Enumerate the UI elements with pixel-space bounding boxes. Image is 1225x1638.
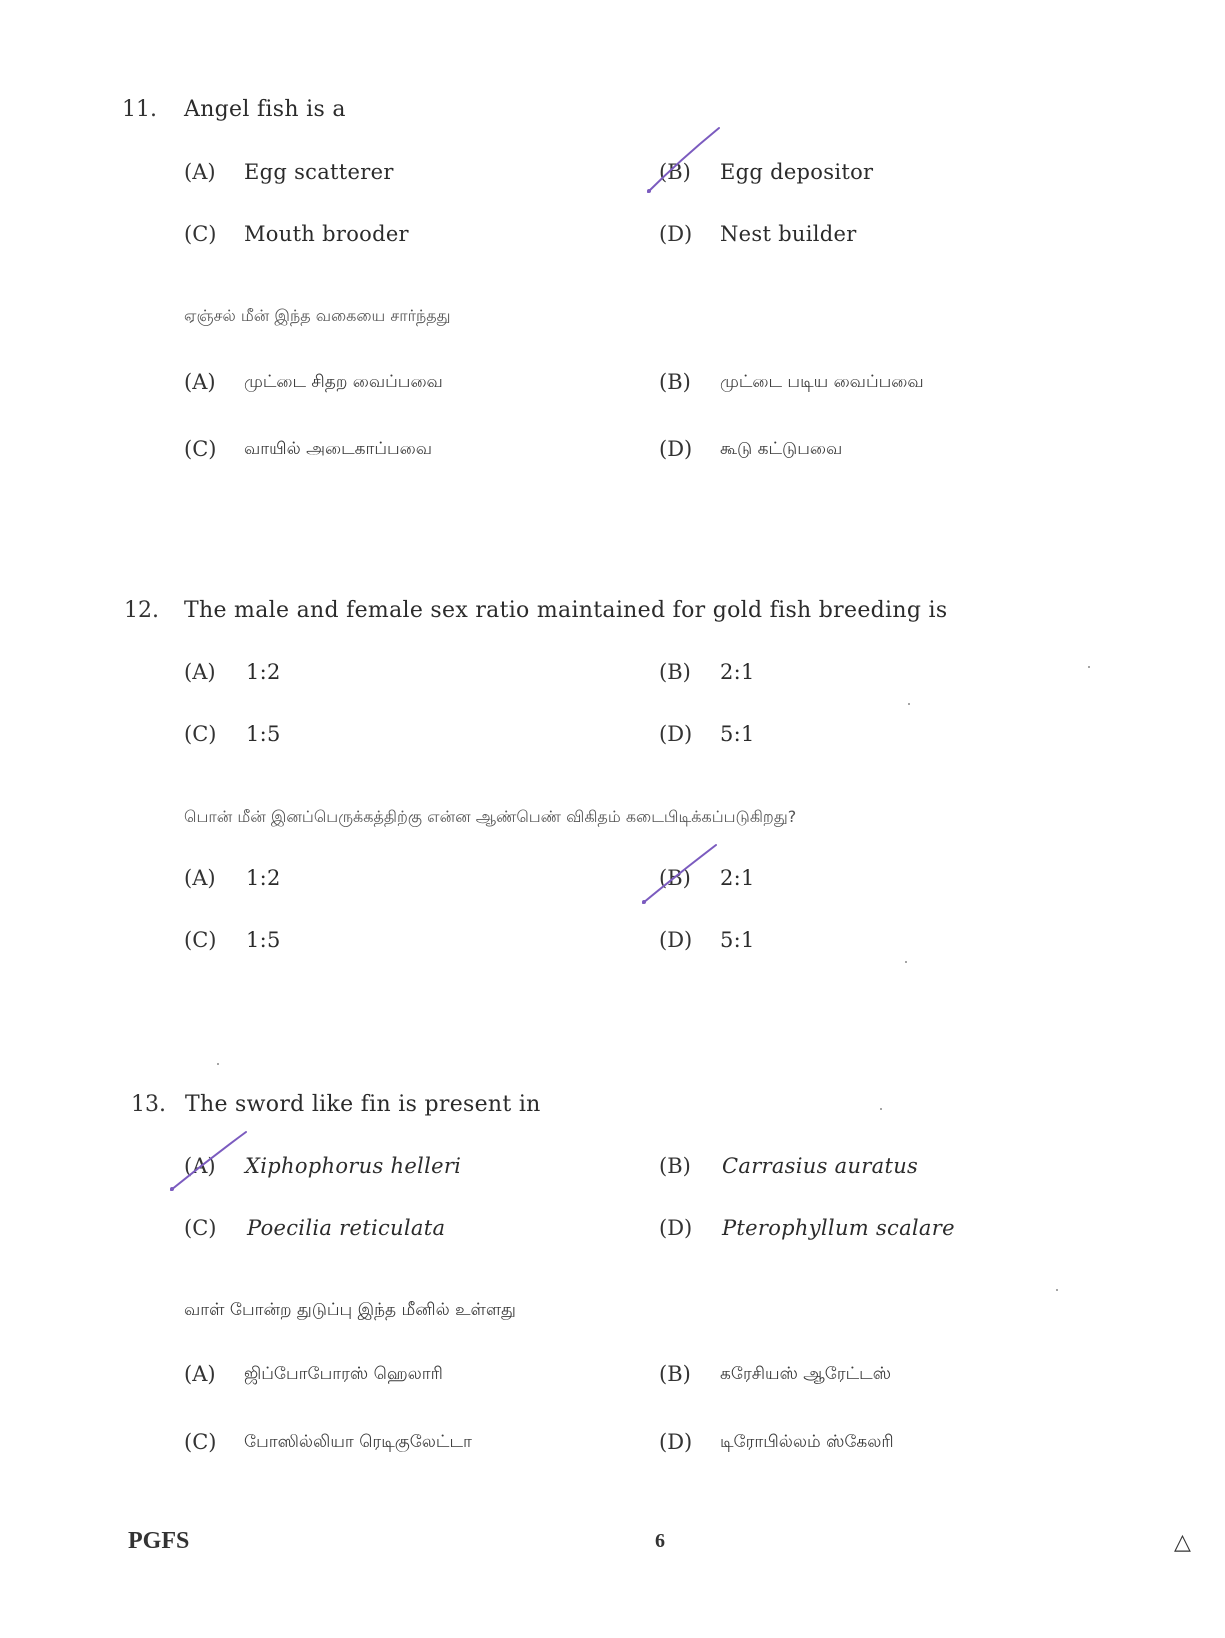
question-number: 11. (122, 97, 157, 122)
option-text[interactable]: Carrasius auratus (722, 1154, 919, 1178)
question-text-tamil: வாள் போன்ற துடுப்பு இந்த மீனில் உள்ளது (184, 1300, 516, 1320)
question-text: The sword like fin is present in (185, 1092, 541, 1117)
paper-code: PGFS (128, 1528, 190, 1554)
option-text[interactable]: 2:1 (720, 866, 755, 890)
option-label[interactable]: (D) (659, 722, 693, 746)
question-text-tamil: பொன் மீன் இனப்பெருக்கத்திற்கு என்ன ஆண்பெண் விகிதம் கடைபிடிக்கப்படுகிறது? (184, 807, 797, 826)
triangle-icon: △ (1174, 1530, 1191, 1555)
option-text[interactable]: 2:1 (720, 660, 755, 684)
option-label[interactable]: (A) (184, 1362, 216, 1386)
option-label[interactable]: (C) (184, 1216, 217, 1240)
option-text-tamil[interactable]: வாயில் அடைகாப்பவை (244, 439, 433, 459)
option-text[interactable]: 1:2 (246, 866, 281, 890)
option-text[interactable]: Egg depositor (720, 160, 874, 184)
scan-speck (217, 1063, 219, 1065)
pen-tick-mark-q13 (0, 0, 1, 1)
option-label[interactable]: (A) (184, 660, 216, 684)
option-label[interactable]: (B) (659, 866, 691, 890)
option-text[interactable]: Xiphophorus helleri (245, 1154, 462, 1178)
option-label[interactable]: (B) (659, 370, 691, 394)
option-text[interactable]: 1:5 (246, 928, 281, 952)
option-label[interactable]: (D) (659, 1216, 693, 1240)
option-label[interactable]: (C) (184, 437, 217, 461)
option-text[interactable]: Nest builder (720, 222, 857, 246)
scan-speck (1056, 1289, 1058, 1291)
option-text-tamil[interactable]: முட்டை படிய வைப்பவை (720, 372, 924, 392)
option-label[interactable]: (D) (659, 437, 693, 461)
option-label[interactable]: (A) (184, 866, 216, 890)
option-label[interactable]: (B) (659, 160, 691, 184)
question-text: The male and female sex ratio maintained for gold fish breeding is (184, 598, 948, 623)
option-label[interactable]: (C) (184, 928, 217, 952)
option-label[interactable]: (C) (184, 722, 217, 746)
option-text-tamil[interactable]: ஜிப்போபோரஸ் ஹெலாரி (244, 1364, 443, 1384)
question-text-tamil: ஏஞ்சல் மீன் இந்த வகையை சார்ந்தது (184, 306, 451, 325)
option-text-tamil[interactable]: கூடு கட்டுபவை (720, 439, 843, 459)
option-label[interactable]: (D) (659, 928, 693, 952)
option-label[interactable]: (A) (184, 160, 216, 184)
option-label[interactable]: (B) (659, 1362, 691, 1386)
scan-speck (908, 703, 910, 705)
option-label[interactable]: (C) (184, 1430, 217, 1454)
option-label[interactable]: (B) (659, 660, 691, 684)
option-text[interactable]: 1:5 (246, 722, 281, 746)
option-text[interactable]: Pterophyllum scalare (722, 1216, 955, 1240)
question-number: 12. (124, 598, 159, 623)
scan-speck (1088, 666, 1090, 668)
option-label[interactable]: (D) (659, 1430, 693, 1454)
question-number: 13. (131, 1092, 166, 1117)
page-number: 6 (655, 1530, 665, 1552)
option-text[interactable]: Poecilia reticulata (247, 1216, 446, 1240)
option-text[interactable]: 1:2 (246, 660, 281, 684)
option-label[interactable]: (D) (659, 222, 693, 246)
option-text[interactable]: Mouth brooder (244, 222, 409, 246)
scan-speck (880, 1108, 882, 1110)
option-text-tamil[interactable]: முட்டை சிதற வைப்பவை (244, 372, 443, 392)
option-text[interactable]: 5:1 (720, 928, 755, 952)
option-label[interactable]: (A) (184, 1154, 216, 1178)
option-text[interactable]: 5:1 (720, 722, 755, 746)
option-text[interactable]: Egg scatterer (244, 160, 394, 184)
option-label[interactable]: (B) (659, 1154, 691, 1178)
option-text-tamil[interactable]: கரேசியஸ் ஆரேட்டஸ் (720, 1364, 891, 1384)
scan-speck (905, 961, 907, 963)
question-text: Angel fish is a (184, 97, 346, 122)
option-label[interactable]: (C) (184, 222, 217, 246)
option-label[interactable]: (A) (184, 370, 216, 394)
option-text-tamil[interactable]: டிரோபில்லம் ஸ்கேலரி (720, 1432, 894, 1452)
option-text-tamil[interactable]: போஸில்லியா ரெடிகுலேட்டா (244, 1432, 472, 1452)
